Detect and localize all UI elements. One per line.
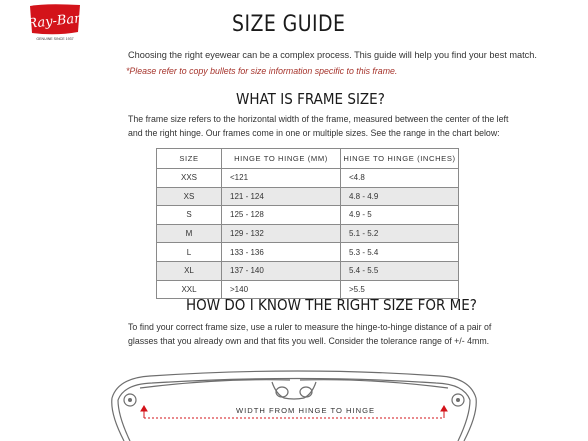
ray-ban-logo — [26, 2, 84, 42]
size-table — [156, 148, 459, 299]
section-heading-right-size: HOW DO I KNOW THE RIGHT SIZE FOR ME? — [186, 296, 477, 314]
mm-cell: 137 - 140 — [222, 261, 341, 280]
column-header-size: SIZE — [157, 149, 222, 169]
frame-size-paragraph — [128, 112, 508, 140]
table-row — [157, 224, 459, 243]
measurement-label: WIDTH FROM HINGE TO HINGE — [236, 406, 376, 415]
inches-cell: 5.3 - 5.4 — [341, 243, 459, 262]
table-row — [157, 169, 459, 188]
glasses-frame-illustration — [0, 354, 588, 441]
table-row — [157, 261, 459, 280]
mm-cell: 121 - 124 — [222, 187, 341, 206]
inches-cell: 4.9 - 5 — [341, 206, 459, 225]
svg-text:Ray-Ban: Ray-Ban — [26, 11, 84, 32]
svg-text:GENUINE SINCE 1937: GENUINE SINCE 1937 — [36, 37, 74, 41]
mm-cell: 129 - 132 — [222, 224, 341, 243]
paragraph-line: To find your correct frame size, use a ruler to measure the hinge-to-hinge distance of a pair of — [128, 322, 492, 332]
size-cell: S — [157, 206, 222, 225]
mm-cell: >140 — [222, 280, 341, 299]
section-heading-frame-size: WHAT IS FRAME SIZE? — [236, 90, 385, 108]
mm-cell: 125 - 128 — [222, 206, 341, 225]
mm-cell: 133 - 136 — [222, 243, 341, 262]
table-row — [157, 206, 459, 225]
inches-cell: <4.8 — [341, 169, 459, 188]
inches-cell: 5.1 - 5.2 — [341, 224, 459, 243]
size-cell: L — [157, 243, 222, 262]
mm-cell: <121 — [222, 169, 341, 188]
column-header-inches: HINGE TO HINGE (INCHES) — [341, 149, 459, 169]
right-size-paragraph — [128, 320, 491, 348]
size-cell: XXL — [157, 280, 222, 299]
column-header-mm: HINGE TO HINGE (MM) — [222, 149, 341, 169]
table-row — [157, 243, 459, 262]
size-cell: XXS — [157, 169, 222, 188]
paragraph-line: The frame size refers to the horizontal width of the frame, measured between the center of the left — [128, 114, 509, 124]
inches-cell: >5.5 — [341, 280, 459, 299]
table-header-row — [157, 149, 459, 169]
paragraph-line: glasses that you already own and that fits you well. Consider the tolerance range of +/- 4mm. — [128, 336, 490, 346]
paragraph-line: and the right hinge. Our frames come in one or multiple sizes. See the range in the chart below: — [128, 128, 500, 138]
size-cell: XL — [157, 261, 222, 280]
inches-cell: 5.4 - 5.5 — [341, 261, 459, 280]
size-note: *Please refer to copy bullets for size information specific to this frame. — [126, 66, 398, 76]
size-cell: XS — [157, 187, 222, 206]
size-cell: M — [157, 224, 222, 243]
inches-cell: 4.8 - 4.9 — [341, 187, 459, 206]
page-title: SIZE GUIDE — [232, 12, 346, 37]
intro-text: Choosing the right eyewear can be a complex process. This guide will help you find your best match. — [128, 50, 537, 60]
table-row — [157, 187, 459, 206]
